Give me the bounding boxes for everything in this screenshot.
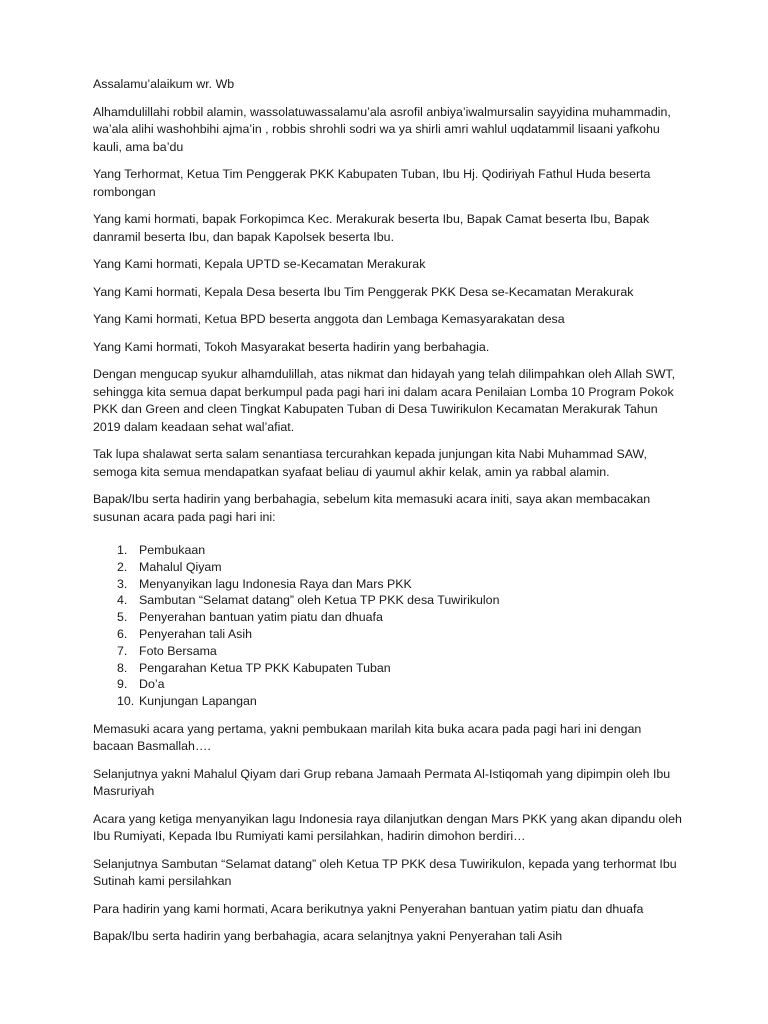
- agenda-item-number: 5.: [117, 610, 128, 625]
- closing-paragraph: Selanjutnya Sambutan “Selamat datang” oleh Ketua TP PKK desa Tuwirikulon, kepada yang terhormat Ibu Sutinah kami persilahkan: [93, 856, 677, 889]
- shalawat-paragraph: Tak lupa shalawat serta salam senantiasa tercurahkan kepada junjungan kita Nabi Muhammad SAW, semoga kita semua mendapatkan syafaat beliau di yaumul akhir kelak, amin ya rabbal alamin.: [93, 447, 647, 479]
- agenda-item: [117, 676, 683, 693]
- gratitude-paragraph: Dengan mengucap syukur alhamdulillah, atas nikmat dan hidayah yang telah dilimpahkan oleh Allah SWT, sehingga kita semua dapat berkumpul pada pagi hari ini dalam acara Penilaian Lomba 10 Program Pokok PKK dan Green and cleen Tingkat Kabupaten Tuban di Desa Tuwirikulon Kecamatan Merakurak Tahun 2019 dalam keadaan sehat wal’afiat.: [93, 367, 676, 434]
- agenda-item: [117, 609, 683, 626]
- agenda-item-text: Sambutan “Selamat datang” oleh Ketua TP PKK desa Tuwirikulon: [139, 593, 500, 608]
- agenda-item: [117, 576, 683, 593]
- agenda-item-text: Penyerahan tali Asih: [139, 626, 252, 641]
- closing-paragraph: Selanjutnya yakni Mahalul Qiyam dari Grup rebana Jamaah Permata Al-Istiqomah yang dipimpin oleh Ibu Masruriyah: [93, 766, 671, 799]
- closing-paragraph: Acara yang ketiga menyanyikan lagu Indonesia raya dilanjutkan dengan Mars PKK yang akan dipandu oleh Ibu Rumiyati, Kepada Ibu Rumiyati kami persilahkan, hadirin dimohon berdiri…: [93, 811, 682, 844]
- agenda-item: [117, 542, 683, 559]
- salutation-paragraph: Yang Kami hormati, Kepala Desa beserta Ibu Tim Penggerak PKK Desa se-Kecamatan Merakurak: [93, 284, 634, 299]
- salutation-paragraph: Yang Terhormat, Ketua Tim Penggerak PKK Kabupaten Tuban, Ibu Hj. Qodiriyah Fathul Huda beserta rombongan: [93, 167, 651, 199]
- agenda-item: [117, 559, 683, 576]
- agenda-item-number: 3.: [117, 576, 128, 591]
- agenda-item-text: Kunjungan Lapangan: [139, 694, 257, 709]
- agenda-item: [117, 592, 683, 609]
- agenda-item-number: 9.: [117, 677, 128, 692]
- closing-paragraph: Para hadirin yang kami hormati, Acara berikutnya yakni Penyerahan bantuan yatim piatu dan dhuafa: [93, 901, 644, 916]
- agenda-item-text: Pengarahan Ketua TP PKK Kabupaten Tuban: [139, 660, 391, 675]
- agenda-item: [117, 660, 683, 677]
- agenda-item-number: 4.: [117, 593, 128, 608]
- opening-paragraph: Alhamdulillahi robbil alamin, wassolatuwassalamu’ala asrofil anbiya’iwalmursalin sayyidina muhammadin, wa’ala alihi washohbihi ajma’in , robbis shrohli sodri wa ya shirli amri wahlul uqdatammil lisaani yafkohu kauli, ama ba’du: [93, 104, 671, 154]
- closing-paragraph: Bapak/Ibu serta hadirin yang berbahagia, acara selanjtnya yakni Penyerahan tali Asih: [93, 929, 563, 944]
- agenda-item: [117, 643, 683, 660]
- salutation-paragraph: Yang Kami hormati, Kepala UPTD se-Kecamatan Merakurak: [93, 257, 426, 271]
- salutation-paragraph: Yang Kami hormati, Ketua BPD beserta anggota dan Lembaga Kemasyarakatan desa: [93, 312, 565, 326]
- agenda-item-number: 6.: [117, 626, 128, 641]
- salutation-paragraph: Yang Kami hormati, Tokoh Masyarakat beserta hadirin yang berbahagia.: [93, 339, 490, 354]
- agenda-item-text: Pembukaan: [139, 543, 206, 557]
- agenda-item-number: 2.: [117, 559, 128, 574]
- agenda-item-number: 10.: [117, 694, 135, 709]
- agenda-item-text: Mahalul Qiyam: [139, 559, 222, 574]
- salutation-paragraph: Yang kami hormati, bapak Forkopimca Kec. Merakurak beserta Ibu, Bapak Camat beserta Ibu, Bapak danramil beserta Ibu, dan bapak Kapolsek beserta Ibu.: [93, 212, 650, 244]
- agenda-item-text: Menyanyikan lagu Indonesia Raya dan Mars PKK: [139, 576, 412, 591]
- agenda-item-number: 8.: [117, 660, 128, 675]
- agenda-item: [117, 626, 683, 643]
- agenda-list: [93, 542, 683, 710]
- agenda-item-text: Do’a: [139, 677, 165, 692]
- agenda-item: [117, 693, 683, 710]
- agenda-item-text: Penyerahan bantuan yatim piatu dan dhuafa: [139, 610, 383, 625]
- agenda-item-number: 1.: [117, 543, 128, 557]
- agenda-item-text: Foto Bersama: [139, 643, 217, 658]
- agenda-item-number: 7.: [117, 643, 128, 658]
- agenda-intro-paragraph: Bapak/Ibu serta hadirin yang berbahagia, sebelum kita memasuki acara initi, saya akan membacakan susunan acara pada pagi hari ini:: [93, 492, 651, 524]
- greeting-paragraph: Assalamu’alaikum wr. Wb: [93, 77, 235, 91]
- document-page: [93, 76, 683, 956]
- closing-paragraph: Memasuki acara yang pertama, yakni pembukaan marilah kita buka acara pada pagi hari ini dengan bacaan Basmallah….: [93, 721, 642, 754]
